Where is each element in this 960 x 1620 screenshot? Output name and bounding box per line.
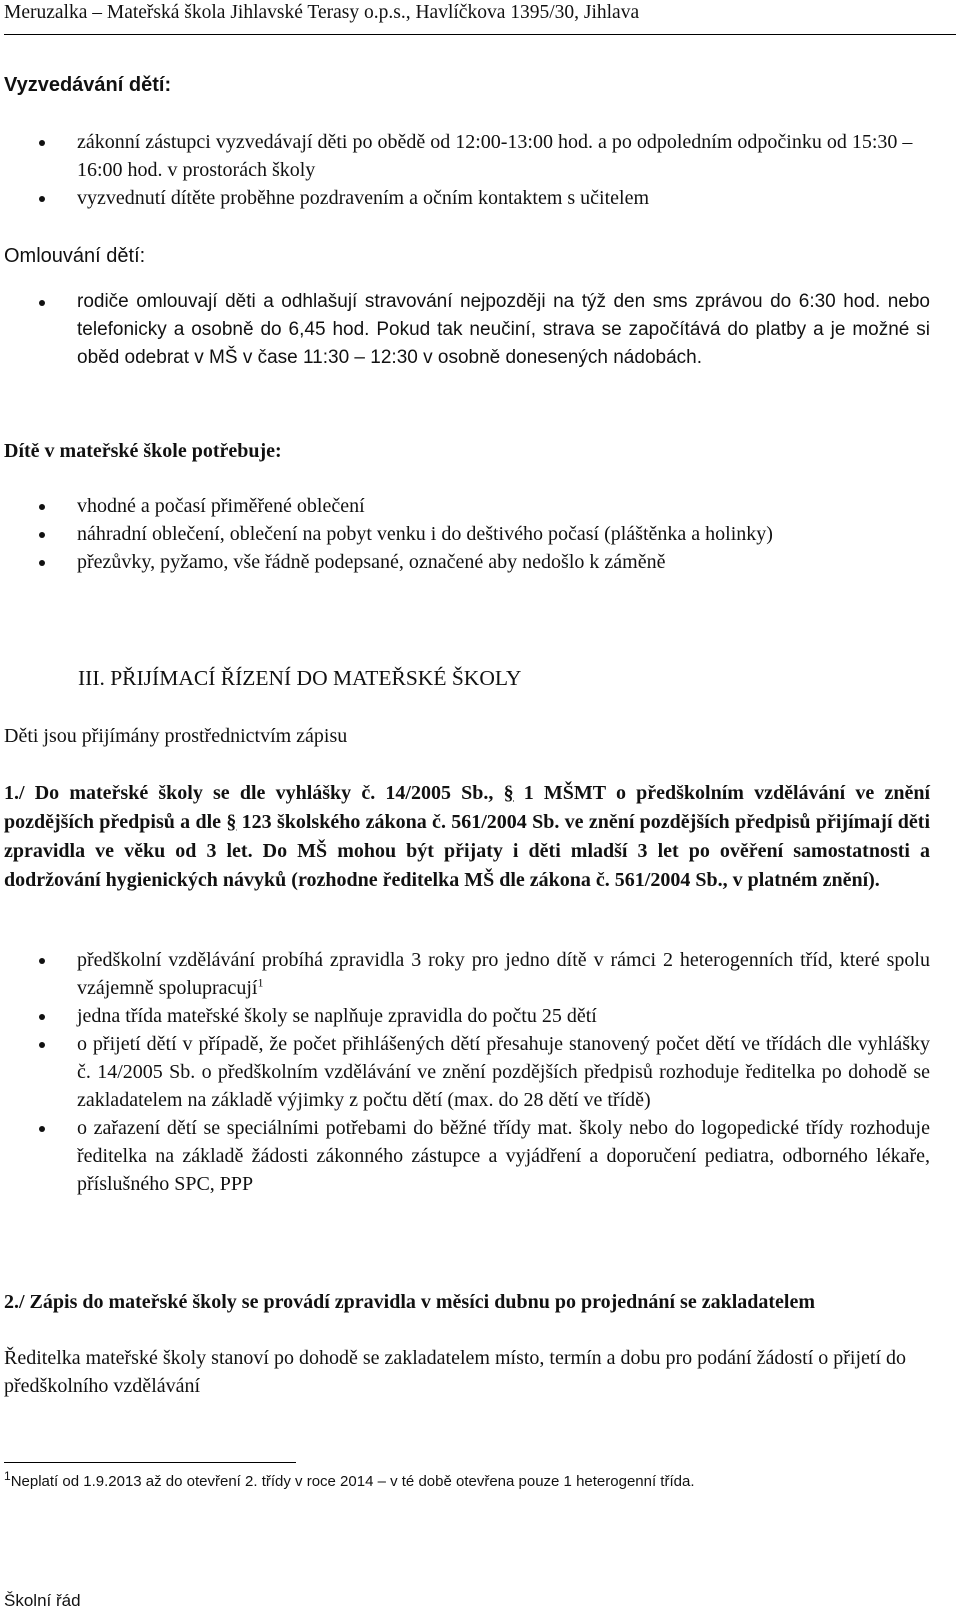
list-item-text: vhodné a počasí přiměřené oblečení xyxy=(77,495,365,517)
needs-heading: Dítě v mateřské škole potřebuje: xyxy=(4,440,282,462)
page-footer: Školní řád xyxy=(4,1591,81,1610)
para-1-part-b: 1 MŠMT o předškolním vzdělávání ve znění pozdějších předpisů a dle xyxy=(4,782,931,833)
list-item xyxy=(0,946,930,1002)
list-item-text: zákonní zástupci vyzvedávají děti po obědě od 12:00-13:00 hod. a po odpoledním odpočinku od 15:30 – 16:00 hod. v prostorách školy xyxy=(77,131,913,181)
section-sign: § xyxy=(226,811,237,833)
list-item-text: o zařazení dětí se speciálními potřebami do běžné třídy mat. školy nebo do logopedické třídy rozhoduje ředitelka na základě žádosti zákonného zástupce a vyjádření a doporučení pediatra, odborného lékaře, příslušného SPC, PPP xyxy=(77,1117,930,1195)
list-item-text: rodiče omlouvají děti a odhlašují stravování nejpozději na týž den sms zprávou do 6:30 hod. nebo telefonicky a osobně do 6,45 hod. Pokud tak neučiní, strava se započítává do platby a je možné si oběd odebrat v MŠ v čase 11:30 – 12:30 v osobně donesených nádobách. xyxy=(77,291,930,368)
list-item-text: jedna třída mateřské školy se naplňuje zpravidla do počtu 25 dětí xyxy=(77,1005,597,1027)
list-item xyxy=(0,1030,930,1114)
list-item xyxy=(0,548,935,576)
page-header xyxy=(4,0,956,35)
admission-paragraph-2-heading: 2./ Zápis do mateřské školy se provádí zpravidla v měsíci dubnu po projednání se zakladatelem xyxy=(4,1291,816,1313)
admission-title: III. PŘIJÍMACÍ ŘÍZENÍ DO MATEŘSKÉ ŠKOLY xyxy=(78,666,522,690)
footnote xyxy=(4,1469,924,1492)
admission-paragraph-1 xyxy=(4,779,930,895)
list-item xyxy=(0,492,935,520)
list-item xyxy=(0,184,930,212)
list-item-text: předškolní vzdělávání probíhá zpravidla 3 roky pro jedno dítě v rámci 2 heterogenních tříd, které spolu vzájemně spolupracují xyxy=(77,949,930,999)
excuse-list xyxy=(0,288,930,372)
pickup-list xyxy=(0,128,930,212)
list-item-text: vyzvednutí dítěte proběhne pozdravením a očním kontaktem s učitelem xyxy=(77,187,650,209)
admission-paragraph-2: Ředitelka mateřské školy stanoví po dohodě se zakladatelem místo, termín a dobu pro podání žádostí o přijetí do předškolního vzdělávání xyxy=(4,1347,907,1397)
list-item xyxy=(0,1114,930,1198)
list-item xyxy=(0,128,930,184)
list-item xyxy=(0,288,930,372)
needs-list xyxy=(0,492,935,576)
footnote-text: Neplatí od 1.9.2013 až do otevření 2. třídy v roce 2014 – v té době otevřena pouze 1 heterogenní třída. xyxy=(10,1473,695,1490)
list-item-text: o přijetí dětí v případě, že počet přihlášených dětí přesahuje stanovený počet dětí ve třídách dle vyhlášky č. 14/2005 Sb. o předškolním vzdělávání ve znění pozdějších předpisů rozhoduje ředitelka po dohodě se zakladatelem na základě výjimky z počtu dětí (max. do 28 dětí ve třídě) xyxy=(77,1033,930,1111)
para-1-part-a: 1./ Do mateřské školy se dle vyhlášky č. 14/2005 Sb., xyxy=(4,782,494,804)
footnote-reference[interactable]: 1 xyxy=(257,975,264,990)
admission-subtitle: Děti jsou přijímány prostřednictvím zápisu xyxy=(4,725,348,747)
header-text: Meruzalka – Mateřská škola Jihlavské Terasy o.p.s., Havlíčkova 1395/30, Jihlava xyxy=(4,2,640,23)
excuse-heading: Omlouvání dětí: xyxy=(4,245,146,267)
para-1-part-c: 123 školského zákona č. 561/2004 Sb. ve znění pozdějších předpisů přijímají děti zpravidla ve věku od 3 let. Do MŠ mohou být přijaty i děti mladší 3 let po ověření samostatnosti a dodržování hygienických návyků (rozhodne ředitelka MŠ dle zákona č. 561/2004 Sb., v platném znění). xyxy=(4,811,931,891)
pickup-heading: Vyzvedávání dětí: xyxy=(4,74,172,96)
list-item xyxy=(0,520,935,548)
list-item xyxy=(0,1002,930,1030)
section-sign: § xyxy=(503,782,514,804)
footnote-number: 1 xyxy=(4,1469,11,1483)
list-item-text: náhradní oblečení, oblečení na pobyt venku i do deštivého počasí (pláštěnka a holinky) xyxy=(77,523,773,545)
admission-list xyxy=(0,946,930,1198)
list-item-text: přezůvky, pyžamo, vše řádně podepsané, označené aby nedošlo k záměně xyxy=(77,551,666,573)
footnote-separator xyxy=(4,1462,296,1463)
